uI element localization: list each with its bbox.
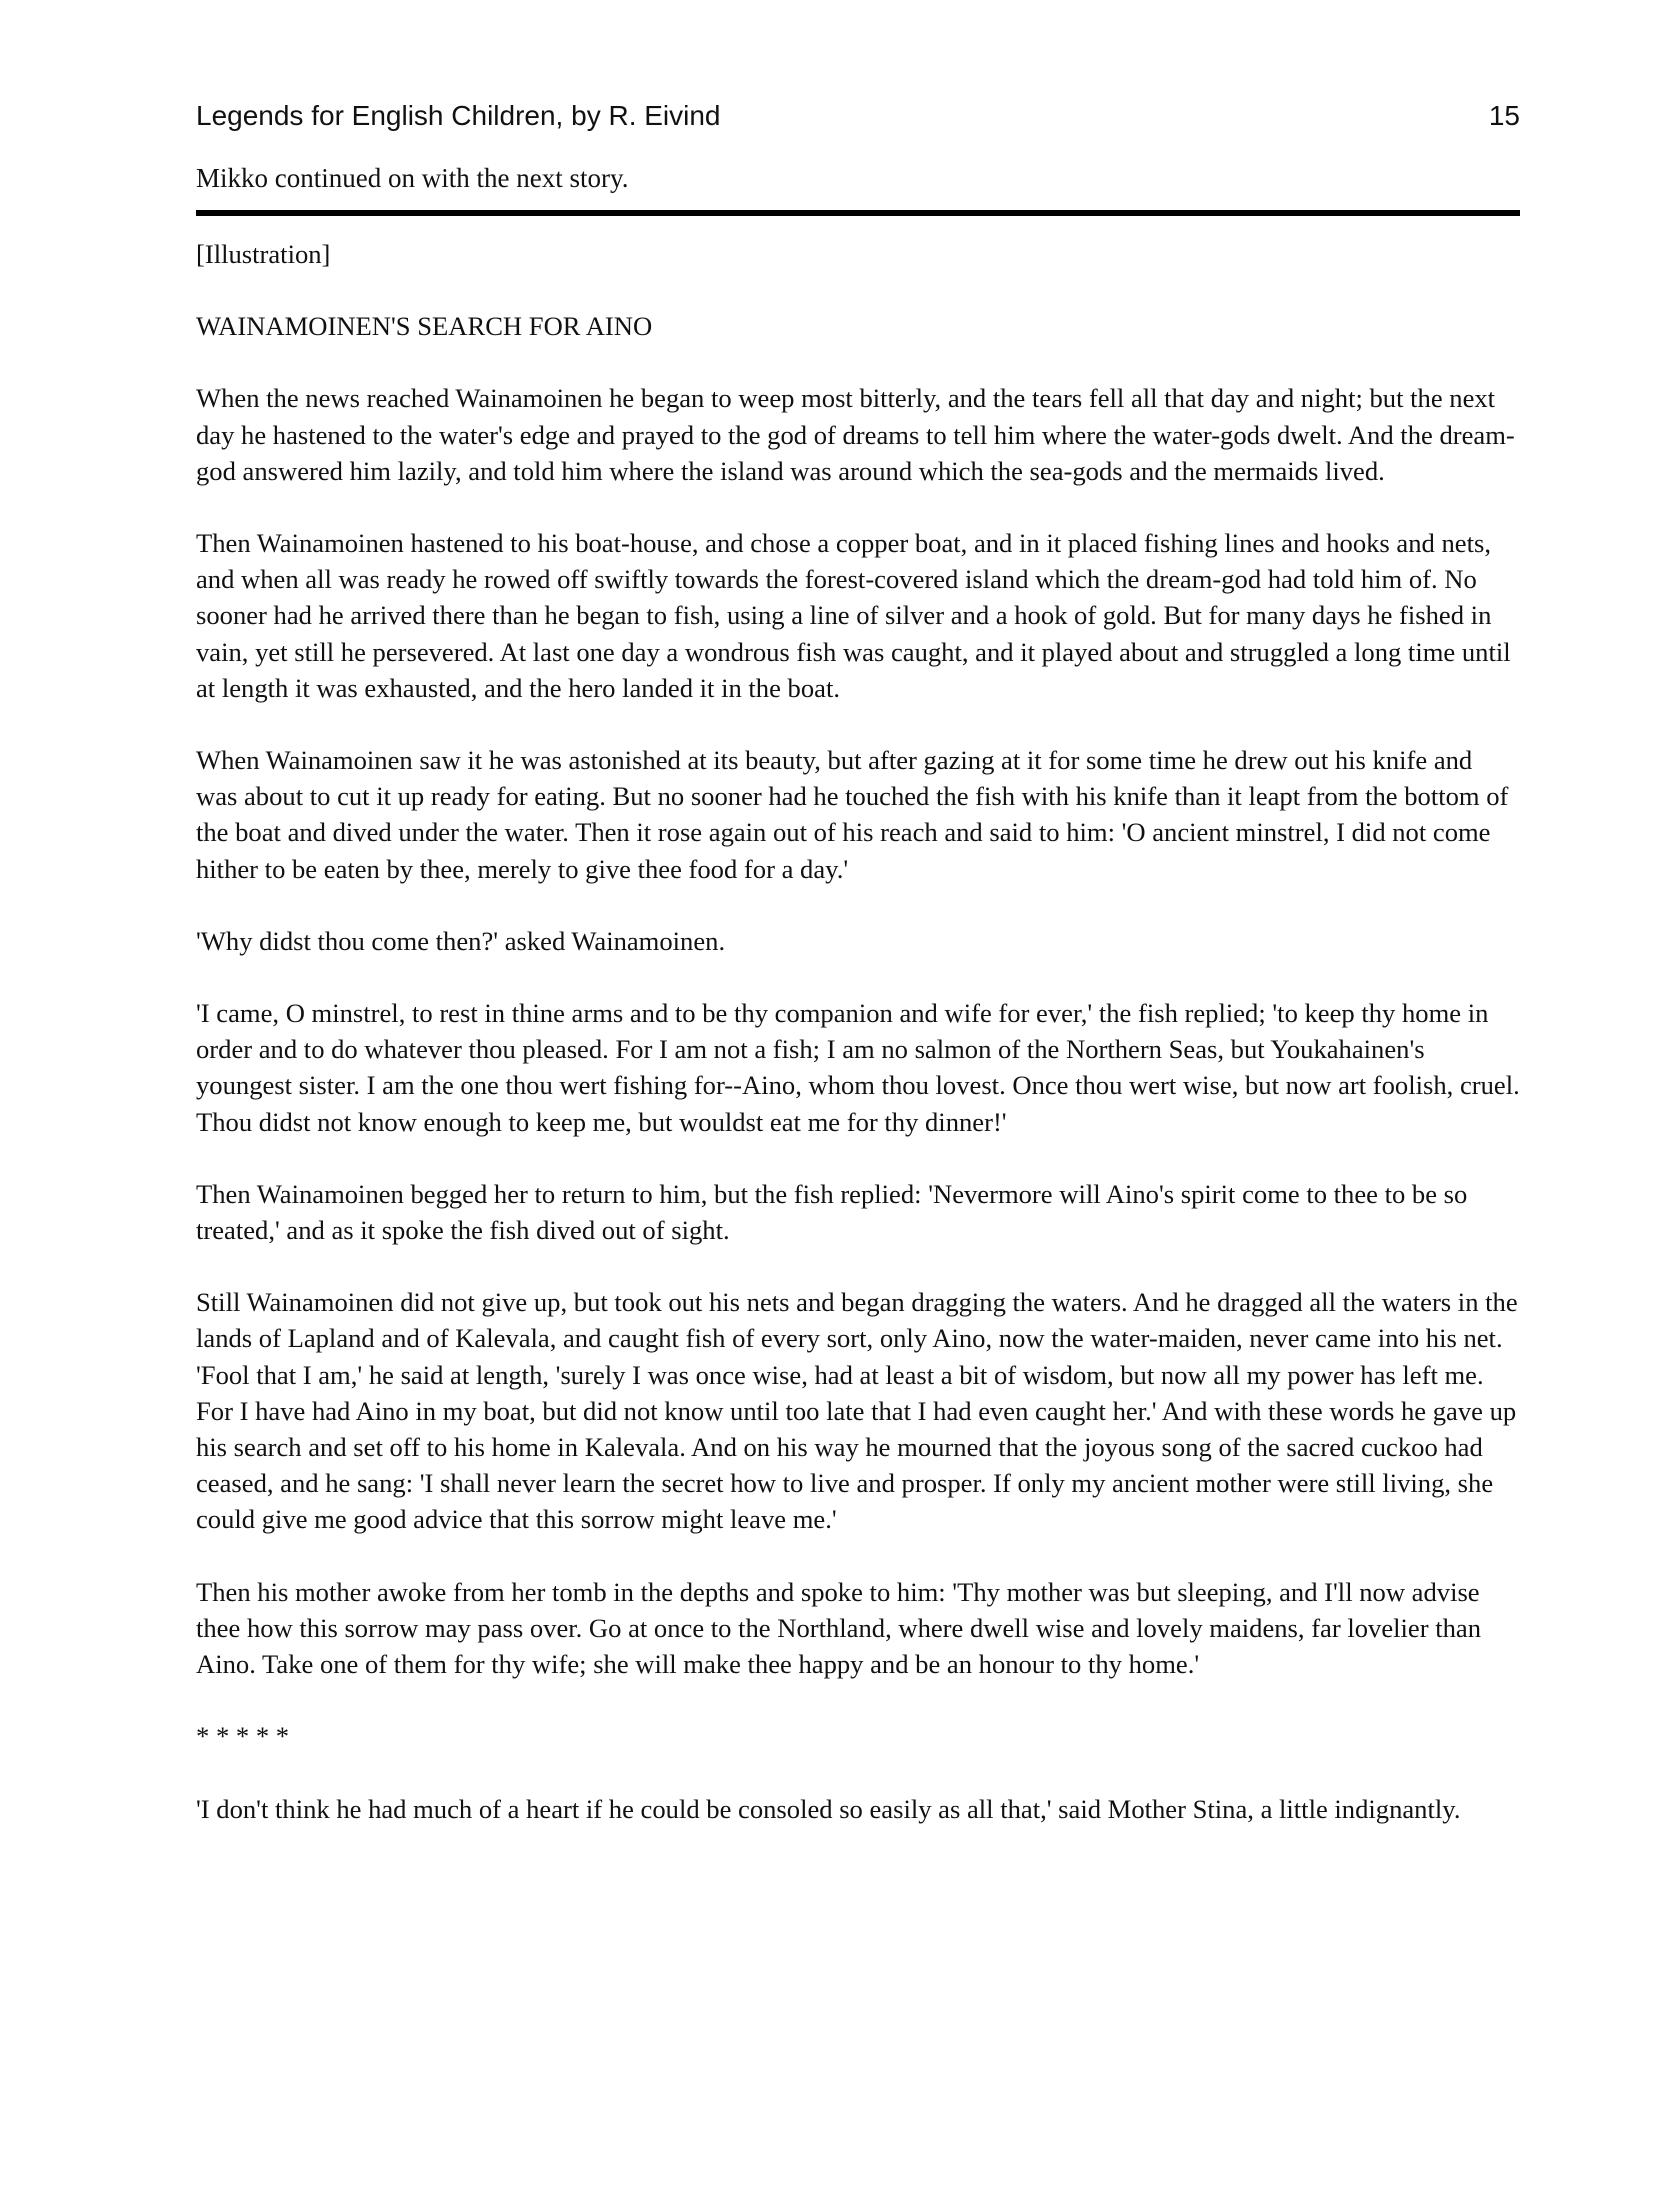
chapter-title: WAINAMOINEN'S SEARCH FOR AINO <box>196 311 653 342</box>
intro-line: Mikko continued on with the next story. <box>196 163 629 193</box>
paragraph: 'I don't think he had much of a heart if he could be consoled so easily as all that,' said Mother Stina, a little indignantly. <box>196 1793 1461 1824</box>
paragraph: Then Wainamoinen begged her to return to him, but the fish replied: 'Nevermore will Aino's spirit come to thee to be so treated,' and as it spoke the fish dived out of sight. <box>196 1178 1468 1246</box>
section-break: * * * * * <box>196 1721 290 1752</box>
paragraph: When the news reached Wainamoinen he began to weep most bitterly, and the tears fell all that day and night; but the next day he hastened to the water's edge and prayed to the god of dreams to tell him where the water-gods dwelt. And the dream-god answered him lazily, and told him where the island was around which the sea-gods and the mermaids lived. <box>196 383 1515 486</box>
body-text <box>196 236 1520 1863</box>
header-rule <box>196 210 1520 216</box>
paragraph: Still Wainamoinen did not give up, but took out his nets and began dragging the waters. And he dragged all the waters in the lands of Lapland and of Kalevala, and caught fish of every sort, only Aino, now the water-maiden, never came into his net. 'Fool that I am,' he said at length, 'surely I was once wise, had at least a bit of wisdom, but now all my power has left me. For I have had Aino in my boat, but did not know until too late that I had even caught her.' And with these words he gave up his search and set off to his home in Kalevala. And on his way he mourned that the joyous song of the sacred cuckoo had ceased, and he sang: 'I shall never learn the secret how to live and prosper. If only my ancient mother were still living, she could give me good advice that this sorrow might leave me.' <box>196 1287 1518 1535</box>
running-header <box>196 96 1520 136</box>
book-title: Legends for English Children, by R. Eivind <box>196 100 721 131</box>
paragraph: Then his mother awoke from her tomb in the depths and spoke to him: 'Thy mother was but sleeping, and I'll now advise thee how this sorrow may pass over. Go at once to the Northland, where dwell wise and lovely maidens, far lovelier than Aino. Take one of them for thy wife; she will make thee happy and be an honour to thy home.' <box>196 1576 1482 1680</box>
illustration-placeholder: [Illustration] <box>196 239 331 269</box>
paragraph: 'Why didst thou come then?' asked Wainamoinen. <box>196 925 726 956</box>
paragraph: When Wainamoinen saw it he was astonished at its beauty, but after gazing at it for some time he drew out his knife and was about to cut it up ready for eating. But no sooner had he touched the fish with his knife than it leapt from the bottom of the boat and dived under the water. Then it rose again out of his reach and said to him: 'O ancient minstrel, I did not come hither to be eaten by thee, merely to give thee food for a day.' <box>196 745 1509 884</box>
document-page <box>196 0 1520 2200</box>
page-number: 15 <box>1488 100 1520 131</box>
paragraph: 'I came, O minstrel, to rest in thine arms and to be thy companion and wife for ever,' the fish replied; 'to keep thy home in order and to do whatever thou pleased. For I am not a fish; I am no salmon of the Northern Seas, but Youkahainen's youngest sister. I am the one thou wert fishing for--Aino, whom thou lovest. Once thou wert wise, but now art foolish, cruel. Thou didst not know enough to keep me, but wouldst eat me for thy dinner!' <box>196 998 1520 1137</box>
paragraph: Then Wainamoinen hastened to his boat-house, and chose a copper boat, and in it placed fishing lines and hooks and nets, and when all was ready he rowed off swiftly towards the forest-covered island which the dream-god had told him of. No sooner had he arrived there than he began to fish, using a line of silver and a hook of gold. But for many days he fished in vain, yet still he persevered. At last one day a wondrous fish was caught, and it played about and struggled a long time until at length it was exhausted, and the hero landed it in the boat. <box>196 528 1511 703</box>
